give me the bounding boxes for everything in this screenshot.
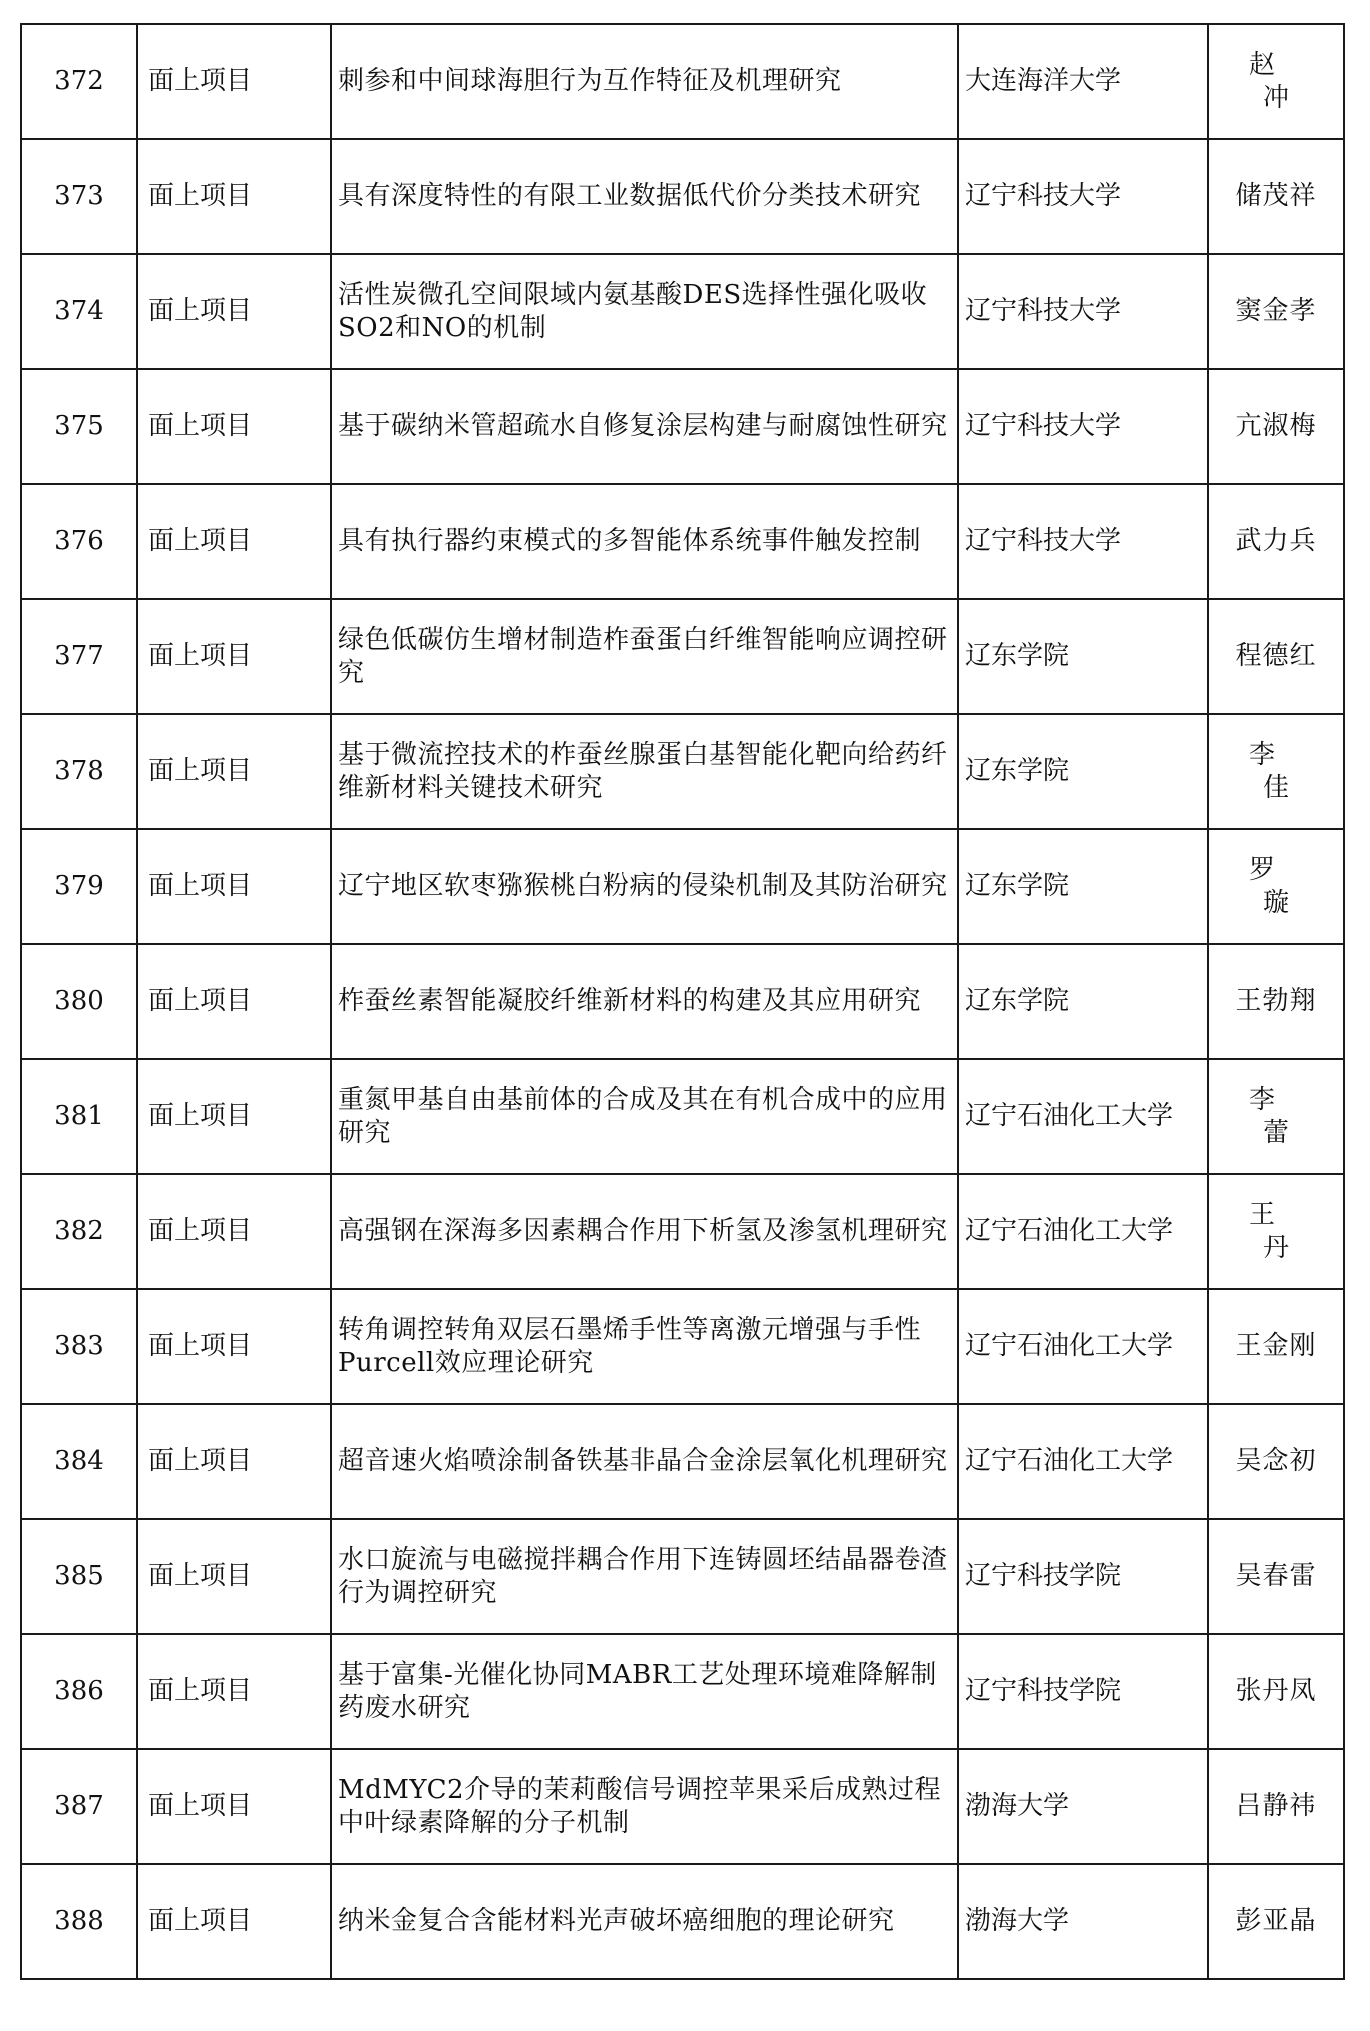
institution: 渤海大学 — [958, 1864, 1208, 1979]
project-type: 面上项目 — [137, 1519, 331, 1634]
table-row — [21, 139, 1344, 254]
project-leader — [1208, 944, 1344, 1059]
leader-name: 王 丹 — [1248, 1199, 1317, 1263]
table-row — [21, 829, 1344, 944]
leader-name: 彭亚晶 — [1235, 1906, 1317, 1936]
project-title: 绿色低碳仿生增材制造柞蚕蛋白纤维智能响应调控研究 — [331, 599, 958, 714]
table-row — [21, 254, 1344, 369]
project-title: 高强钢在深海多因素耦合作用下析氢及渗氢机理研究 — [331, 1174, 958, 1289]
project-title: 活性炭微孔空间限域内氨基酸DES选择性强化吸收SO2和NO的机制 — [331, 254, 958, 369]
project-type: 面上项目 — [137, 944, 331, 1059]
row-number: 381 — [21, 1059, 137, 1174]
project-type: 面上项目 — [137, 1174, 331, 1289]
leader-name: 窦金孝 — [1235, 296, 1317, 326]
leader-name: 吴念初 — [1235, 1446, 1317, 1476]
project-leader — [1208, 1634, 1344, 1749]
institution: 辽宁石油化工大学 — [958, 1174, 1208, 1289]
institution: 辽宁科技大学 — [958, 139, 1208, 254]
row-number: 387 — [21, 1749, 137, 1864]
institution: 辽宁科技大学 — [958, 484, 1208, 599]
project-type: 面上项目 — [137, 139, 331, 254]
project-leader — [1208, 1289, 1344, 1404]
project-type: 面上项目 — [137, 484, 331, 599]
institution: 大连海洋大学 — [958, 24, 1208, 139]
project-leader — [1208, 484, 1344, 599]
project-table-container — [20, 23, 1345, 1980]
row-number: 388 — [21, 1864, 137, 1979]
project-table — [20, 23, 1345, 1980]
project-type: 面上项目 — [137, 829, 331, 944]
project-leader — [1208, 254, 1344, 369]
leader-name: 吕静祎 — [1235, 1791, 1317, 1821]
project-title: 具有深度特性的有限工业数据低代价分类技术研究 — [331, 139, 958, 254]
project-type: 面上项目 — [137, 599, 331, 714]
project-type: 面上项目 — [137, 1864, 331, 1979]
project-title: 辽宁地区软枣猕猴桃白粉病的侵染机制及其防治研究 — [331, 829, 958, 944]
institution: 辽东学院 — [958, 829, 1208, 944]
project-type: 面上项目 — [137, 1059, 331, 1174]
table-row — [21, 1174, 1344, 1289]
row-number: 384 — [21, 1404, 137, 1519]
project-leader — [1208, 1404, 1344, 1519]
leader-name: 储茂祥 — [1235, 181, 1317, 211]
project-title: 重氮甲基自由基前体的合成及其在有机合成中的应用研究 — [331, 1059, 958, 1174]
project-type: 面上项目 — [137, 254, 331, 369]
table-row — [21, 369, 1344, 484]
project-leader — [1208, 714, 1344, 829]
table-row — [21, 1519, 1344, 1634]
row-number: 382 — [21, 1174, 137, 1289]
project-title: 具有执行器约束模式的多智能体系统事件触发控制 — [331, 484, 958, 599]
leader-name: 赵 冲 — [1248, 49, 1317, 113]
project-leader — [1208, 24, 1344, 139]
row-number: 385 — [21, 1519, 137, 1634]
row-number: 373 — [21, 139, 137, 254]
row-number: 383 — [21, 1289, 137, 1404]
leader-name: 罗 璇 — [1248, 854, 1317, 918]
project-title: 纳米金复合含能材料光声破坏癌细胞的理论研究 — [331, 1864, 958, 1979]
project-leader — [1208, 1519, 1344, 1634]
table-row — [21, 24, 1344, 139]
project-title: 水口旋流与电磁搅拌耦合作用下连铸圆坯结晶器卷渣行为调控研究 — [331, 1519, 958, 1634]
project-title: 柞蚕丝素智能凝胶纤维新材料的构建及其应用研究 — [331, 944, 958, 1059]
leader-name: 吴春雷 — [1235, 1561, 1317, 1591]
project-leader — [1208, 829, 1344, 944]
row-number: 378 — [21, 714, 137, 829]
row-number: 374 — [21, 254, 137, 369]
row-number: 376 — [21, 484, 137, 599]
row-number: 372 — [21, 24, 137, 139]
leader-name: 李 佳 — [1248, 739, 1317, 803]
table-row — [21, 944, 1344, 1059]
table-row — [21, 1864, 1344, 1979]
project-leader — [1208, 1059, 1344, 1174]
row-number: 379 — [21, 829, 137, 944]
project-table-body — [21, 24, 1344, 1979]
institution: 辽东学院 — [958, 599, 1208, 714]
project-title: 刺参和中间球海胆行为互作特征及机理研究 — [331, 24, 958, 139]
institution: 辽宁科技学院 — [958, 1634, 1208, 1749]
project-leader — [1208, 1749, 1344, 1864]
project-leader — [1208, 1864, 1344, 1979]
institution: 辽东学院 — [958, 714, 1208, 829]
leader-name: 王金刚 — [1235, 1331, 1317, 1361]
leader-name: 亢淑梅 — [1235, 411, 1317, 441]
leader-name: 李 蕾 — [1248, 1084, 1317, 1148]
project-type: 面上项目 — [137, 24, 331, 139]
institution: 辽宁科技学院 — [958, 1519, 1208, 1634]
leader-name: 张丹凤 — [1235, 1676, 1317, 1706]
table-row — [21, 714, 1344, 829]
leader-name: 程德红 — [1235, 641, 1317, 671]
table-row — [21, 1634, 1344, 1749]
table-row — [21, 1059, 1344, 1174]
institution: 辽宁科技大学 — [958, 254, 1208, 369]
row-number: 386 — [21, 1634, 137, 1749]
project-type: 面上项目 — [137, 714, 331, 829]
institution: 辽宁石油化工大学 — [958, 1404, 1208, 1519]
institution: 辽东学院 — [958, 944, 1208, 1059]
table-row — [21, 484, 1344, 599]
project-title: 基于微流控技术的柞蚕丝腺蛋白基智能化靶向给药纤维新材料关键技术研究 — [331, 714, 958, 829]
project-leader — [1208, 139, 1344, 254]
project-leader — [1208, 599, 1344, 714]
project-title: 转角调控转角双层石墨烯手性等离激元增强与手性Purcell效应理论研究 — [331, 1289, 958, 1404]
row-number: 377 — [21, 599, 137, 714]
row-number: 375 — [21, 369, 137, 484]
leader-name: 王勃翔 — [1235, 986, 1317, 1016]
institution: 辽宁石油化工大学 — [958, 1059, 1208, 1174]
institution: 渤海大学 — [958, 1749, 1208, 1864]
institution: 辽宁石油化工大学 — [958, 1289, 1208, 1404]
project-type: 面上项目 — [137, 369, 331, 484]
project-title: MdMYC2介导的茉莉酸信号调控苹果采后成熟过程中叶绿素降解的分子机制 — [331, 1749, 958, 1864]
table-row — [21, 1404, 1344, 1519]
project-type: 面上项目 — [137, 1749, 331, 1864]
row-number: 380 — [21, 944, 137, 1059]
leader-name: 武力兵 — [1235, 526, 1317, 556]
table-row — [21, 599, 1344, 714]
project-leader — [1208, 1174, 1344, 1289]
project-type: 面上项目 — [137, 1404, 331, 1519]
table-row — [21, 1749, 1344, 1864]
project-type: 面上项目 — [137, 1634, 331, 1749]
project-leader — [1208, 369, 1344, 484]
project-title: 基于富集-光催化协同MABR工艺处理环境难降解制药废水研究 — [331, 1634, 958, 1749]
project-title: 基于碳纳米管超疏水自修复涂层构建与耐腐蚀性研究 — [331, 369, 958, 484]
institution: 辽宁科技大学 — [958, 369, 1208, 484]
table-row — [21, 1289, 1344, 1404]
project-type: 面上项目 — [137, 1289, 331, 1404]
project-title: 超音速火焰喷涂制备铁基非晶合金涂层氧化机理研究 — [331, 1404, 958, 1519]
